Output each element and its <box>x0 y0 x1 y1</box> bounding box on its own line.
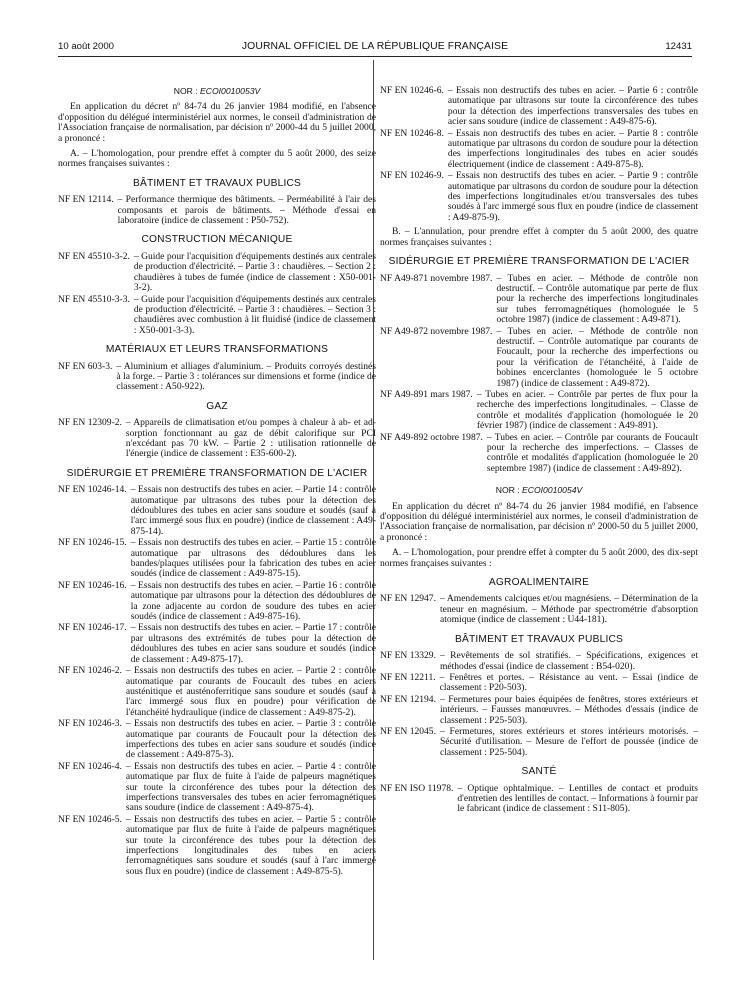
standard-reference: NF EN 603-3. <box>58 360 113 372</box>
standard-description: – Revêtements de sol stratifiés. – Spécifications, exigences et méthodes d'essai (indice de classement : B54-020). <box>439 650 698 672</box>
section-heading: SANTÉ <box>521 766 557 778</box>
standard-reference: NF EN 10246-5. <box>58 813 122 825</box>
standard-description: – Essais non destructifs des tubes en acier. – Partie 15 : contrôle automatique par ultrasons des dédoublures dans les bandes/plaques utilisées pour la fabrication des tubes en acier soudés (indice de classement : A49-875-15). <box>130 537 376 580</box>
standard-reference: NF EN 10246-6. <box>380 85 444 96</box>
standard-description: – Essais non destructifs des tubes en acier. – Partie 8 : contrôle automatique par ultrasons du cordon de soudure pour la détection des imperfections longitudinales des tubes en acier soudés électriquement (indice de classement : A49-875-8). <box>447 127 698 170</box>
standard-description: – Performance thermique des bâtiments. – Perméabilité à l'air des composants et parois de bâtiments. – Méthode d'essai en laboratoire (indice de classement : P50-752). <box>117 194 376 227</box>
standard-reference: NF EN 12947. <box>380 593 436 605</box>
standard-entry <box>58 418 376 460</box>
standard-entry <box>58 362 376 393</box>
standard-entry <box>58 581 376 623</box>
standard-entry <box>380 433 698 475</box>
section-heading: CONSTRUCTION MÉCANIQUE <box>141 234 293 246</box>
standard-entry <box>58 762 376 814</box>
standard-reference: NF EN 12114. <box>58 194 114 206</box>
page-header <box>58 39 692 55</box>
continued-entries <box>380 86 698 223</box>
standard-description: – Essais non destructifs des tubes en acier. – Partie 17 : contrôle par ultrasons des extrémités de tubes pour la détection de dédoublures des tubes en acier sans soudure et soudés (indice de classement : A49-875-17). <box>130 622 376 665</box>
standard-entry <box>380 390 698 432</box>
annulled-entries <box>380 274 698 475</box>
standard-description: – Tubes en acier. – Contrôle par pertes de flux pour la recherche des imperfections longitudinales. – Classe de contrôle et modalités d'application (homologuée le 20 février 1987) (indice de classement : A49-891). <box>476 388 698 432</box>
nor-code: ECOI0010054V <box>522 485 583 496</box>
section-heading: MATÉRIAUX ET LEURS TRANSFORMATIONS <box>105 344 329 356</box>
standard-entry <box>58 195 376 226</box>
standard-reference: NF A49-871 novembre 1987. <box>380 272 493 284</box>
standard-description: – Essais non destructifs des tubes en acier. – Partie 9 : contrôle automatique par ultrasons du cordon de soudure pour la détection des imperfections longitudinales et/ou transversales des tubes soudés à l'arc immergé sous flux en poudre (indice de classement : A49-875-9). <box>447 170 698 223</box>
standard-entry <box>380 673 698 694</box>
homologation-paragraph: A. – L'homologation, pour prendre effet à compter du 5 août 2000, des dix-sept normes françaises suivantes : <box>380 547 698 569</box>
annulation-paragraph: B. – L'annulation, pour prendre effet à compter du 5 août 2000, des quatre normes françaises suivantes : <box>380 226 698 248</box>
standard-entry <box>380 129 698 171</box>
standard-reference: NF EN 12211. <box>380 671 436 683</box>
intro-paragraph: En application du décret nº 84-74 du 26 janvier 1984 modifié, en l'absence d'opposition du délégué interministériel aux normes, le conseil d'administration de l'Association française de normalisation, par décision nº 2000-44 du 5 juillet 2000, a prononcé : <box>58 101 376 144</box>
standard-description: – Fenêtres et portes. – Résistance au vent. – Essai (indice de classement : P20-503). <box>439 671 698 694</box>
homologation-paragraph: A. – L'homologation, pour prendre effet à compter du 5 août 2000, des seize normes françaises suivantes : <box>58 148 376 170</box>
standard-description: – Essais non destructifs des tubes en acier. – Partie 6 : contrôle automatique par ultrasons sur toute la circonférence des tubes pour la détection des imperfections transversales des tubes en acier sans soudure (indice de classement : A49-875-6). <box>447 85 698 128</box>
standard-reference: NF EN 12194. <box>380 693 436 705</box>
standard-entry <box>58 666 376 718</box>
standard-reference: NF EN 10246-15. <box>58 537 127 549</box>
standard-description: – Essais non destructifs des tubes en acier. – Partie 5 : contrôle automatique par flux de fuite à l'aide de palpeurs magnétiques sur toute la circonférence des tubes pour la détection des imperfections longitudinales des tubes en aciers ferromagnétiques sans soudure et soudés (sauf à l'arc immergé sous flux en poudre) (indice de classement : A49-875-5). <box>125 813 376 877</box>
nor-label: NOR : <box>173 86 201 96</box>
standard-description: – Fermetures, stores extérieurs et stores intérieurs motorisés. – Sécurité d'utilisation. – Mesure de l'effort de poussée (indice de classement : P25-504). <box>439 725 698 758</box>
standard-description: – Tubes en acier. – Contrôle par courants de Foucault pour la recherche des imperfections. – Classes de contrôle et modalités d'application (homologuée le 20 septembre 1987) (indice de classement : A49-892). <box>486 431 698 474</box>
header-page-number: 12431 <box>665 41 692 52</box>
standard-description: – Essais non destructifs des tubes en acier. – Partie 3 : contrôle automatique par courants de Foucault pour la détection des imperfections des tubes en acier sans soudure et soudés (indice de classement : A49-875-3). <box>125 718 376 761</box>
standard-description: – Fermetures pour baies équipées de fenêtres, stores extérieurs et intérieurs. – Fausses manœuvres. – Méthodes d'essais (indice de classement : P25-503). <box>439 693 698 726</box>
section-heading: AGROALIMENTAIRE <box>488 577 590 589</box>
standard-reference: NF EN 10246-9. <box>380 170 444 182</box>
nor-reference <box>58 86 376 96</box>
standard-description: – Appareils de climatisation et/ou pompes à chaleur à ab- et ad-sorption fonctionnant au gaz de débit calorifique sur PCI n'excédant pas 70 kW. – Partie 2 : utilisation rationnelle de l'énergie (indice de classement : E35-600-2). <box>125 417 376 460</box>
standard-description: – Guide pour l'acquisition d'équipements destinés aux centrales de production d'électricité. – Partie 3 : chaudières. – Section 2 : chaudières à tubes de fumée (indice de classement : X50-001-3-2). <box>133 250 376 294</box>
standard-entry <box>58 252 376 294</box>
section-heading: SIDÉRURGIE ET PREMIÈRE TRANSFORMATION DE L'ACIER <box>66 467 368 479</box>
standard-entry <box>380 274 698 326</box>
standard-description: – Essais non destructifs des tubes en acier. – Partie 4 : contrôle automatique par flux de fuite à l'aide de palpeurs magnétiques sur toute la circonférence des tubes pour la détection des imperfections transversales des tubes en acier ferromagnétiques sans soudure (indice de classement : A49-875-4). <box>125 760 376 814</box>
standard-reference: NF EN 10246-3. <box>58 718 122 730</box>
standard-description: – Optique ophtalmique. – Lentilles de contact et produits d'entretien des lentilles de contact. – Informations à fournir par le fabricant (indice de classement : S11-805). <box>457 782 698 815</box>
section-heading: BÂTIMENT ET TRAVAUX PUBLICS <box>454 633 624 645</box>
standard-entry <box>58 815 376 877</box>
nor-code: ECOI0010053V <box>200 86 261 96</box>
standard-reference: NF EN 10246-8. <box>380 127 444 139</box>
standard-entry <box>380 594 698 625</box>
standard-reference: NF EN 10246-2. <box>58 665 122 677</box>
standard-reference: NF EN 45510-3-3. <box>58 293 130 305</box>
standard-entry <box>58 538 376 580</box>
standard-reference: NF EN 10246-14. <box>58 484 127 496</box>
right-sections <box>380 578 698 815</box>
section-heading: BÂTIMENT ET TRAVAUX PUBLICS <box>132 177 302 189</box>
standard-entry <box>380 784 698 815</box>
standard-reference: NF EN 10246-17. <box>58 622 127 634</box>
standard-reference: NF EN 12309-2. <box>58 417 122 429</box>
standard-reference: NF EN 45510-3-2. <box>58 250 130 262</box>
standard-entry <box>58 485 376 537</box>
standard-reference: NF EN 10246-16. <box>58 579 127 591</box>
standard-description: – Amendements calciques et/ou magnésiens. – Détermination de la teneur en magnésium. – Méthode par spectrométrie d'absorption atomique (indice de classement : U44-181). <box>439 593 698 626</box>
standard-reference: NF EN 10246-4. <box>58 760 122 772</box>
header-rule <box>58 56 692 57</box>
left-column <box>58 86 376 878</box>
standard-reference: NF EN ISO 11978. <box>380 782 454 794</box>
standard-reference: NF A49-892 octobre 1987. <box>380 431 483 443</box>
standard-entry <box>380 695 698 726</box>
standard-description: – Guide pour l'acquisition d'équipements destinés aux centrales de production d'électricité. – Partie 3 : chaudières. – Section 3 : chaudières avec combustion à lit fluidisé (indice de classement : X50-001-3-3). <box>133 293 376 336</box>
standard-entry <box>380 171 698 223</box>
standard-description: – Tubes en acier. – Méthode de contrôle non destructif. – Contrôle automatique par courants de Foucault, pour la recherche des imperfections ou pour la vérification de l'étanchéité, à l'aide de bobines encerclantes (homologuée le 5 octobre 1987) (indice de classement : A49-872). <box>496 325 698 389</box>
standard-reference: NF A49-891 mars 1987. <box>380 388 473 400</box>
standard-entry <box>58 295 376 337</box>
left-sections <box>58 179 376 877</box>
intro-paragraph: En application du décret nº 84-74 du 26 janvier 1984 modifié, en l'absence d'opposition du délégué interministériel aux normes, le conseil d'administration de l'Association française de normalisation, par décision nº 2000-50 du 5 juillet 2000, a prononcé : <box>380 500 698 543</box>
standard-entry <box>380 86 698 128</box>
header-journal-title: JOURNAL OFFICIEL DE LA RÉPUBLIQUE FRANÇAISE <box>241 41 509 52</box>
standard-description: – Essais non destructifs des tubes en acier. – Partie 2 : contrôle automatique par courants de Foucault des tubes en aciers austénitique et austénoferritique sans soudure et soudés (sauf à l'arc immergé sous flux en poudre) pour vérification de l'étanchéité hydraulique (indice de classement : A49-875-2). <box>125 665 376 718</box>
standard-reference: NF EN 13329. <box>380 650 436 662</box>
section-heading: GAZ <box>206 400 228 412</box>
standard-entry <box>380 327 698 389</box>
section-heading: SIDÉRURGIE ET PREMIÈRE TRANSFORMATION DE L'ACIER <box>388 256 690 268</box>
right-column <box>380 86 698 816</box>
standard-entry <box>380 651 698 672</box>
nor-reference <box>380 485 698 495</box>
standard-description: – Essais non destructifs des tubes en acier. – Partie 14 : contrôle automatique par ultrasons des tubes pour la détection des dédoublures des tubes en acier sans soudure et soudés (sauf à l'arc immergé sous flux en poudre) (indice de classement : A49-875-14). <box>130 484 376 537</box>
nor-label: NOR : <box>495 485 523 496</box>
standard-reference: NF EN 12045. <box>380 725 436 737</box>
standard-description: – Essais non destructifs des tubes en acier. – Partie 16 : contrôle automatique par ultrasons pour la détection des dédoublures de la zone adjacente au cordon de soudure des tubes en acier soudés (indice de classement : A49-875-16). <box>130 579 376 623</box>
standard-description: – Aluminium et alliages d'aluminium. – Produits corroyés destinés à la forge. – Partie 3 : tolérances sur dimensions et forme (indice de classement : A50-922). <box>116 360 376 393</box>
standard-entry <box>58 719 376 761</box>
standard-entry <box>58 623 376 665</box>
header-date: 10 août 2000 <box>58 41 115 52</box>
standard-description: – Tubes en acier. – Méthode de contrôle non destructif. – Contrôle automatique par perte de flux pour la recherche des imperfections longitudinales sur tubes ferromagnétiques (homologuée le 5 octobre 1987) (indice de classement : A49-871). <box>496 272 698 326</box>
standard-reference: NF A49-872 novembre 1987. <box>380 325 493 337</box>
standard-entry <box>380 727 698 758</box>
